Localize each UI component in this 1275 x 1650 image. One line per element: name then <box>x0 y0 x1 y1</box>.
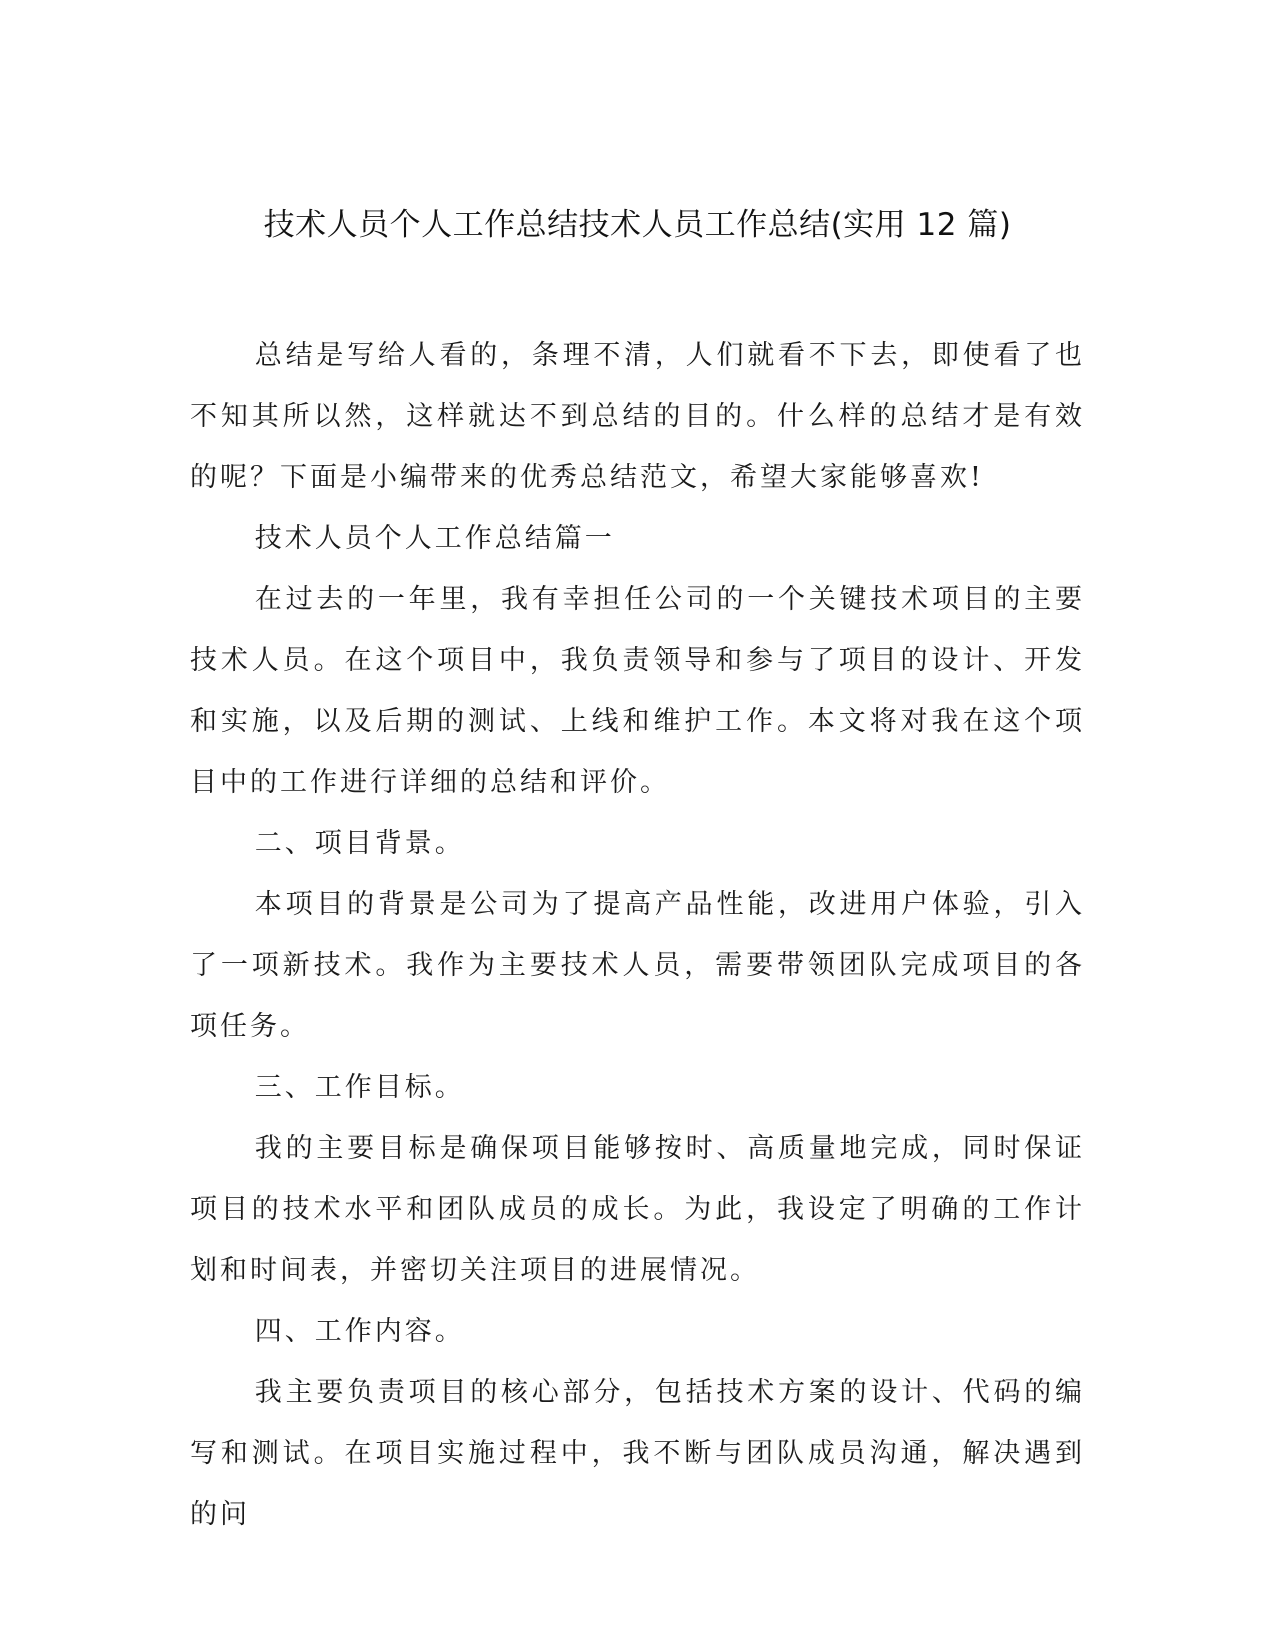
section-heading-goals: 三、工作目标。 <box>254 1072 465 1103</box>
section-heading-content: 四、工作内容。 <box>254 1316 465 1347</box>
section-heading-part-one: 技术人员个人工作总结篇一 <box>254 523 615 554</box>
paragraph-background: 本项目的背景是公司为了提高产品性能，改进用户体验，引入了一项新技术。我作为主要技术人员，需要带领团队完成项目的各项任务。 <box>190 889 1085 1042</box>
paragraph-content: 我主要负责项目的核心部分，包括技术方案的设计、代码的编写和测试。在项目实施过程中，我不断与团队成员沟通，解决遇到的问 <box>190 1377 1085 1530</box>
paragraph-goals: 我的主要目标是确保项目能够按时、高质量地完成，同时保证项目的技术水平和团队成员的成长。为此，我设定了明确的工作计划和时间表，并密切关注项目的进展情况。 <box>190 1133 1085 1286</box>
document-body <box>190 325 1085 1545</box>
section-heading-background: 二、项目背景。 <box>254 828 465 859</box>
paragraph-past-year: 在过去的一年里，我有幸担任公司的一个关键技术项目的主要技术人员。在这个项目中，我负责领导和参与了项目的设计、开发和实施，以及后期的测试、上线和维护工作。本文将对我在这个项目中的工作进行详细的总结和评价。 <box>190 584 1085 798</box>
intro-paragraph: 总结是写给人看的，条理不清，人们就看不下去，即使看了也不知其所以然，这样就达不到总结的目的。什么样的总结才是有效的呢？下面是小编带来的优秀总结范文，希望大家能够喜欢! <box>190 340 1085 493</box>
document-title: 技术人员个人工作总结技术人员工作总结(实用 12 篇) <box>263 207 1012 243</box>
